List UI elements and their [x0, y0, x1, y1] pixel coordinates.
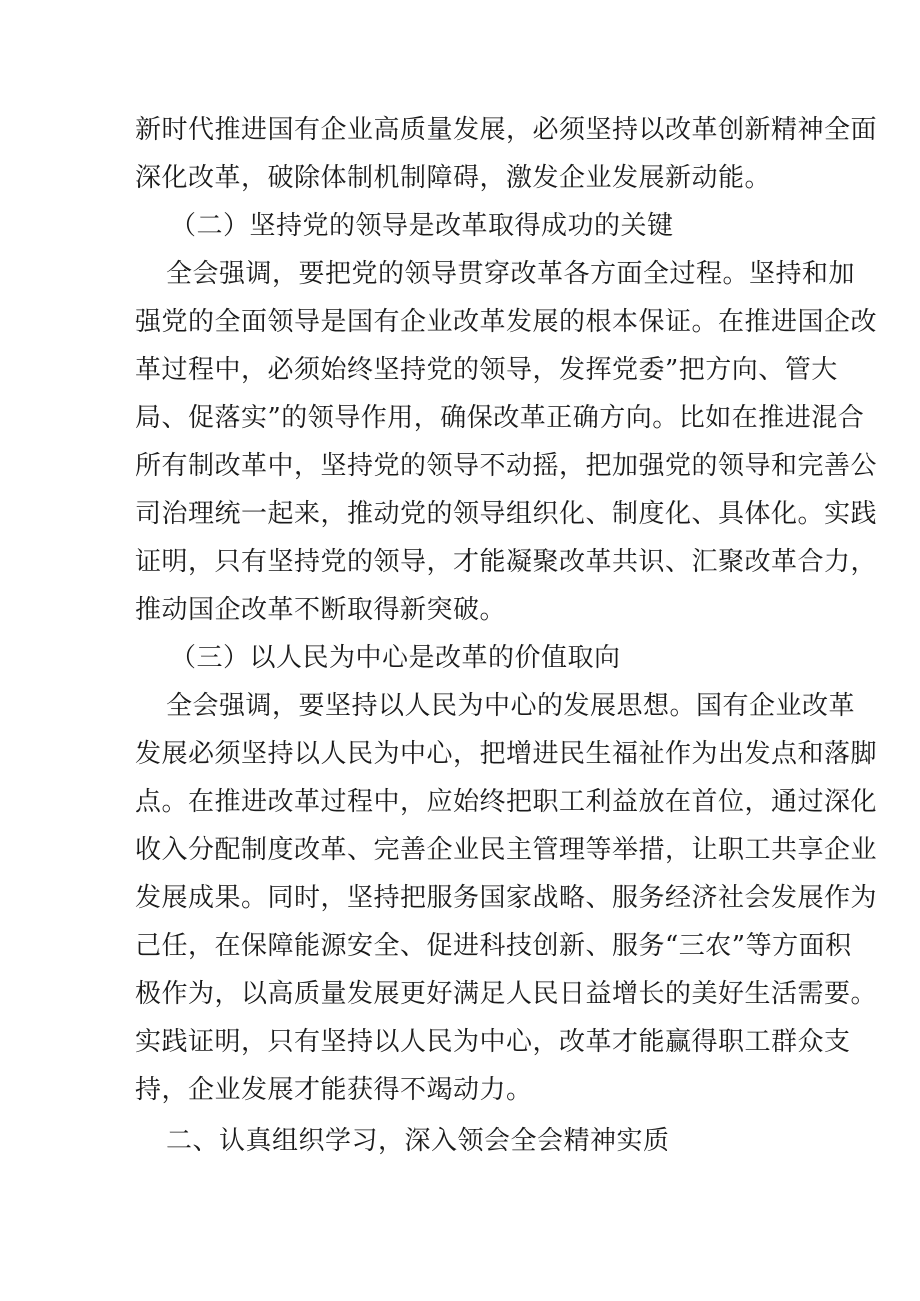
paragraph-line: 收入分配制度改革、完善企业民主管理等举措，让职工共享企业	[135, 835, 878, 865]
paragraph-line: 新时代推进国有企业高质量发展，必须坚持以改革创新精神全面	[135, 115, 878, 145]
paragraph-line: 发展必须坚持以人民为中心，把增进民生福祉作为出发点和落脚	[135, 739, 878, 769]
paragraph-line: 强党的全面领导是国有企业改革发展的根本保证。在推进国企改	[135, 307, 878, 337]
paragraph-line: 己任，在保障能源安全、促进科技创新、服务“三农”等方面积	[135, 931, 852, 961]
paragraph-line: 革过程中，必须始终坚持党的领导，发挥党委”把方向、管大	[135, 355, 838, 385]
paragraph-line: 发展成果。同时，坚持把服务国家战略、服务经济社会发展作为	[135, 883, 878, 913]
paragraph-line: 全会强调，要坚持以人民为中心的发展思想。国有企业改革	[166, 691, 856, 721]
paragraph-line: 持，企业发展才能获得不竭动力。	[135, 1075, 533, 1105]
paragraph-line: 局、促落实”的领导作用，确保改革正确方向。比如在推进混合	[135, 403, 865, 433]
paragraph-line: 点。在推进改革过程中，应始终把职工利益放在首位，通过深化	[135, 787, 878, 817]
paragraph-line: 极作为，以高质量发展更好满足人民日益增长的美好生活需要。	[135, 979, 878, 1009]
subheading-3: （三）以人民为中心是改革的价值取向	[170, 643, 621, 673]
paragraph-line: 所有制改革中，坚持党的领导不动摇，把加强党的领导和完善公	[135, 451, 878, 481]
subheading-2: （二）坚持党的领导是改革取得成功的关键	[170, 211, 674, 241]
paragraph-line: 推动国企改革不断取得新突破。	[135, 595, 507, 625]
paragraph-line: 深化改革，破除体制机制障碍，激发企业发展新动能。	[135, 163, 772, 193]
paragraph-line: 实践证明，只有坚持以人民为中心，改革才能赢得职工群众支	[135, 1027, 851, 1057]
section-heading: 二、认真组织学习，深入领会全会精神实质	[166, 1126, 670, 1156]
paragraph-line: 司治理统一起来，推动党的领导组织化、制度化、具体化。实践	[135, 499, 878, 529]
paragraph-line: 证明，只有坚持党的领导，才能凝聚改革共识、汇聚改革合力，	[135, 547, 878, 577]
paragraph-line: 全会强调，要把党的领导贯穿改革各方面全过程。坚持和加	[166, 259, 856, 289]
